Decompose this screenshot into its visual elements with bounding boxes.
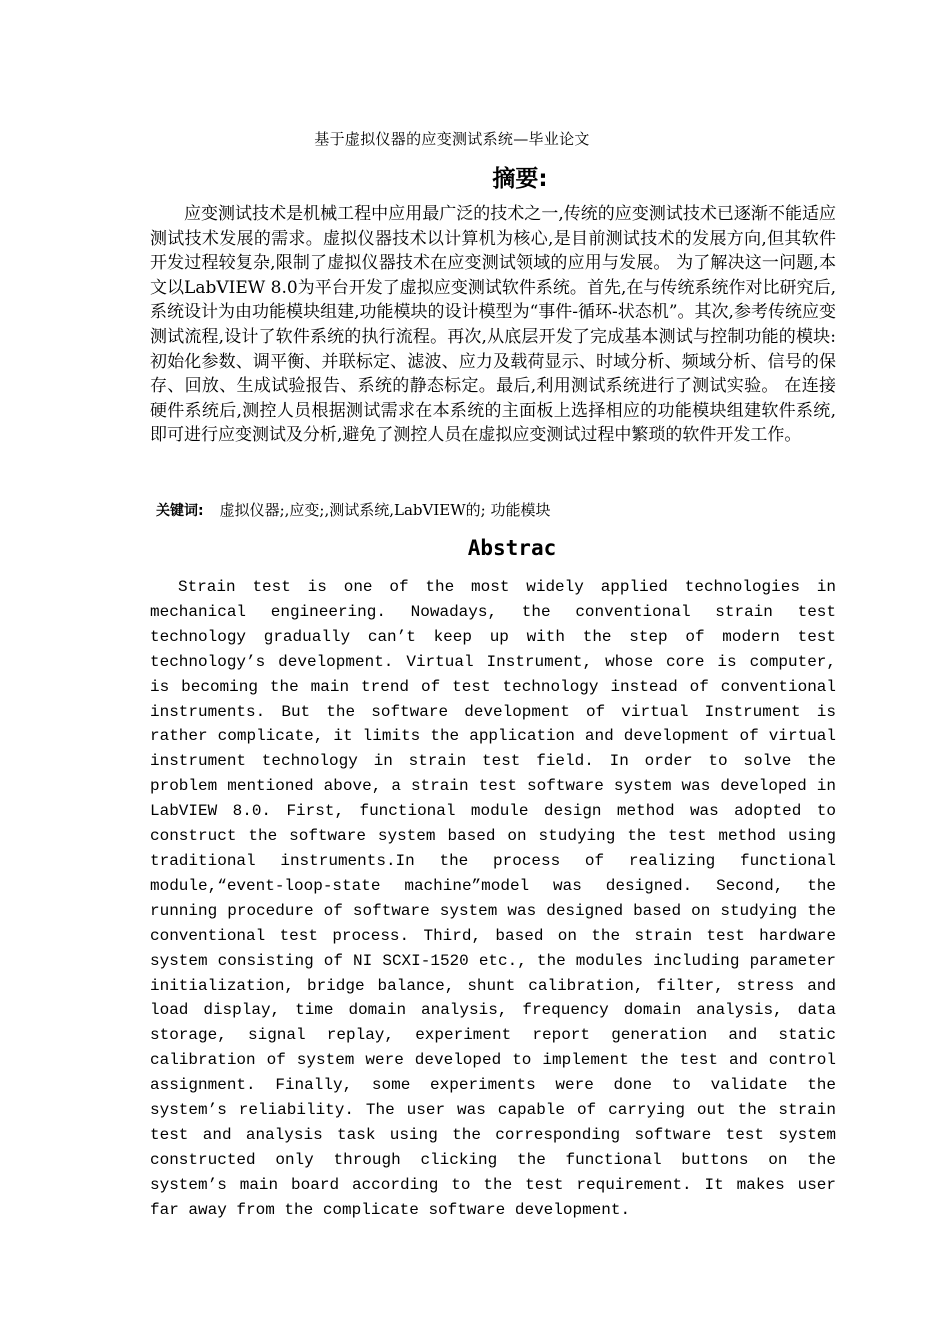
abstract-en-heading: Abstrac xyxy=(467,536,557,560)
abstract-zh-heading: 摘要: xyxy=(492,166,548,192)
document-title: 基于虚拟仪器的应变测试系统—毕业论文 xyxy=(314,130,590,148)
abstract-en-body: Strain test is one of the most widely applied technologies in mechanical engineering. Nowadays, the conventional strain test technology gradually can’t keep up with the step of modern test technology’s development. Virtual Instrument, whose core is computer, is becoming the main trend of test technology instead of conventional instruments. But the software development of virtual Instrument is rather complicate, it limits the application and development of virtual instrument technology in strain test field. In order to solve the problem mentioned above, a strain test software system was developed in LabVIEW 8.0. First, functional module design method was adopted to construct the software system based on studying the test method using traditional instruments.In the process of realizing functional module,“event-loop-state machine”model was designed. Second, the running procedure of software system was designed based on studying the conventional test process. Third, based on the strain test hardware system consisting of NI SCXI-1520 etc., the modules including parameter initialization, bridge balance, shunt calibration, filter, stress and load display, time domain analysis, frequency domain analysis, data storage, signal replay, experiment report generation and static calibration of system were developed to implement the test and control assignment. Finally, some experiments were done to validate the system’s reliability. The user was capable of carrying out the strain test and analysis task using the corresponding software test system constructed only through clicking the functional buttons on the system’s main board according to the test requirement. It makes user far away from the complicate software development. xyxy=(150,578,836,1219)
abstract-zh-body: 应变测试技术是机械工程中应用最广泛的技术之一,传统的应变测试技术已逐渐不能适应测试技术发展的需求。虚拟仪器技术以计算机为核心,是目前测试技术的发展方向,但其软件开发过程较复杂,限制了虚拟仪器技术在应变测试领域的应用与发展。 为了解决这一问题,本文以LabVIEW 8.0为平台开发了虚拟应变测试软件系统。首先,在与传统系统作对比研究后,系统设计为由功能模块组建,功能模块的设计模型为“事件-循环-状态机”。其次,参考传统应变测试流程,设计了软件系统的执行流程。再次,从底层开发了完成基本测试与控制功能的模块:初始化参数、调平衡、并联标定、滤波、应力及载荷显示、时域分析、频域分析、信号的保存、回放、生成试验报告、系统的静态标定。最后,利用测试系统进行了测试实验。 在连接硬件系统后,测控人员根据测试需求在本系统的主面板上选择相应的功能模块组建软件系统,即可进行应变测试及分析,避免了测控人员在虚拟应变测试过程中繁琐的软件开发工作。 xyxy=(150,204,836,446)
keywords-text: 虚拟仪器;,应变;,测试系统,LabVIEW的; 功能模块 xyxy=(219,501,551,519)
keywords-line xyxy=(156,499,836,522)
keywords-label: 关键词: xyxy=(156,503,204,519)
